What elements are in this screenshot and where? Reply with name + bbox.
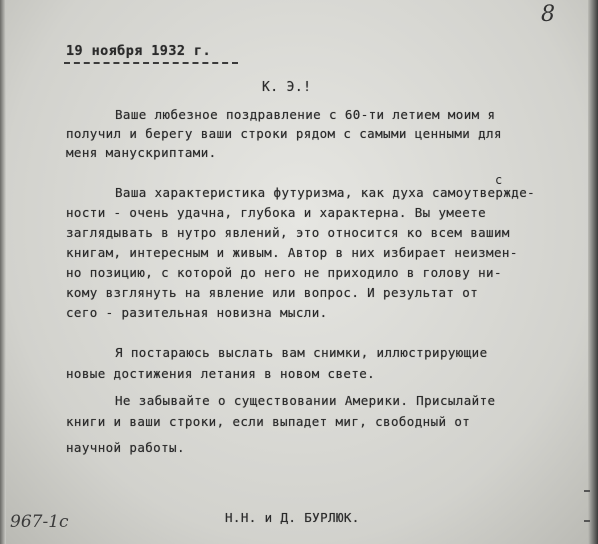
body-line: ности - очень удачна, глубока и характерна. Вы умеете: [66, 205, 487, 220]
body-line: книги и ваши строки, если выпадет миг, свободный от: [66, 414, 471, 429]
handwritten-page-number: 8: [541, 2, 555, 27]
margin-mark: [584, 490, 590, 492]
letter-signature: Н.Н. и Д. БУРЛЮК.: [225, 510, 360, 525]
letter-date: 19 ноября 1932 г.: [66, 43, 211, 59]
body-line: но позицию, с которой до него не приходило в голову ни-: [66, 265, 502, 280]
body-line: научной работы.: [66, 440, 185, 455]
letter-salutation: К. Э.!: [262, 80, 312, 95]
body-line: получил и берегу ваши строки рядом с самыми ценными для: [66, 126, 502, 141]
body-line: заглядывать в нутро явлений, это относится ко всем вашим: [66, 225, 510, 240]
page-left-edge: [0, 0, 6, 544]
body-line: книгам, интересным и живым. Автор в них избирает неизмен-: [66, 245, 518, 260]
handwritten-archive-note: 967-1с: [10, 512, 69, 532]
body-line: Я постараюсь выслать вам снимки, иллюстрирующие: [115, 345, 488, 360]
date-underline: [64, 62, 238, 64]
body-line: Ваше любезное поздравление с 60-ти летием моим я: [115, 107, 496, 122]
body-line: новые достижения летания в новом свете.: [66, 366, 376, 381]
body-line: сего - разительная новизна мысли.: [66, 305, 328, 320]
page-right-edge: [588, 0, 598, 544]
body-line: меня манускриптами.: [66, 145, 217, 160]
body-line: Не забывайте о существовании Америки. Присылайте: [115, 393, 496, 408]
body-line: Ваша характеристика футуризма, как духа самоутвержде-: [115, 185, 536, 200]
body-line: кому взглянуть на явление или вопрос. И результат от: [66, 285, 479, 300]
margin-mark: [584, 520, 590, 522]
handwritten-correction: с: [495, 173, 503, 187]
